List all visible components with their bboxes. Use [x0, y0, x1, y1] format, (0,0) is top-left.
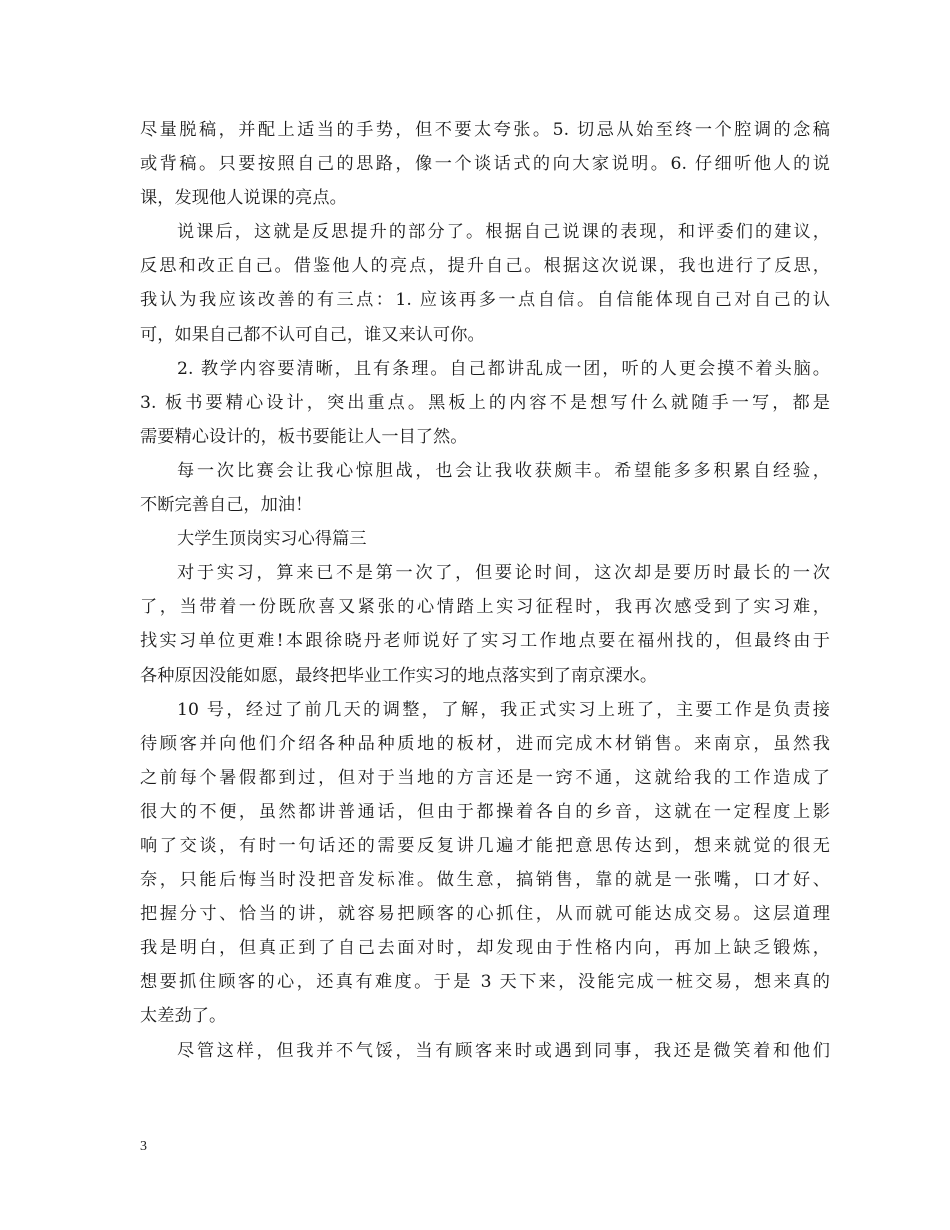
text-line: 我认为我应该改善的有三点：1. 应该再多一点自信。自信能体现自己对自己的认	[140, 290, 830, 311]
text-line: 3. 板书要精心设计，突出重点。黑板上的内容不是想写什么就随手一写，都是	[140, 392, 830, 413]
text-line: 2. 教学内容要清晰，且有条理。自己都讲乱成一团，听的人更会摸不着头脑。	[177, 358, 830, 379]
text-line: 太差劲了。	[140, 1006, 227, 1027]
document-body	[140, 113, 830, 1068]
text-line: 找实习单位更难!本跟徐晓丹老师说好了实习工作地点要在福州找的，但最终由于	[140, 631, 830, 652]
text-line: 10 号，经过了前几天的调整，了解，我正式实习上班了，主要工作是负责接	[177, 699, 830, 720]
text-line: 很大的不便，虽然都讲普通话，但由于都操着各自的乡音，这就在一定程度上影	[140, 801, 830, 822]
text-line: 各种原因没能如愿，最终把毕业工作实习的地点落实到了南京溧水。	[140, 665, 658, 686]
text-line: 尽量脱稿，并配上适当的手势，但不要太夸张。5. 切忌从始至终一个腔调的念稿	[140, 120, 830, 140]
text-line: 每一次比赛会让我心惊胆战，也会让我收获颇丰。希望能多多积累自经验，	[177, 460, 830, 481]
text-line: 或背稿。只要按照自己的思路，像一个谈话式的向大家说明。6. 仔细听他人的说	[140, 154, 830, 175]
text-line: 想要抓住顾客的心，还真有难度。于是 3 天下来，没能完成一桩交易，想来真的	[140, 972, 830, 993]
text-line: 把握分寸、恰当的讲，就容易把顾客的心抓住，从而就可能达成交易。这层道理	[140, 904, 830, 925]
text-line: 不断完善自己，加油！	[140, 495, 313, 516]
text-line: 了，当带着一份既欣喜又紧张的心情踏上实习征程时，我再次感受到了实习难，	[140, 597, 830, 618]
section-heading: 大学生顶岗实习心得篇三	[177, 529, 367, 550]
text-line: 待顾客并向他们介绍各种品种质地的板材，进而完成木材销售。来南京，虽然我	[140, 733, 830, 754]
page-number: 3	[140, 1139, 147, 1154]
text-line: 奈，只能后悔当时没把音发标准。做生意，搞销售，靠的就是一张嘴，口才好、	[140, 870, 830, 891]
text-line: 说课后，这就是反思提升的部分了。根据自己说课的表现，和评委们的建议，	[177, 222, 830, 243]
text-line: 响了交谈，有时一句话还的需要反复讲几遍才能把意思传达到，想来就觉的很无	[140, 835, 830, 856]
text-line: 对于实习，算来已不是第一次了，但要论时间，这次却是要历时最长的一次	[177, 563, 830, 584]
text-line: 我是明白，但真正到了自己去面对时，却发现由于性格内向，再加上缺乏锻炼，	[140, 938, 830, 959]
text-line: 课，发现他人说课的亮点。	[140, 188, 347, 209]
text-line: 可，如果自己都不认可自己，谁又来认可你。	[140, 324, 485, 345]
text-line: 尽管这样，但我并不气馁，当有顾客来时或遇到同事，我还是微笑着和他们	[177, 1040, 830, 1061]
text-line: 反思和改正自己。借鉴他人的亮点，提升自己。根据这次说课，我也进行了反思，	[140, 256, 830, 277]
text-line: 需要精心设计的，板书要能让人一目了然。	[140, 426, 468, 447]
text-line: 之前每个暑假都到过，但对于当地的方言还是一窍不通，这就给我的工作造成了	[140, 767, 830, 788]
